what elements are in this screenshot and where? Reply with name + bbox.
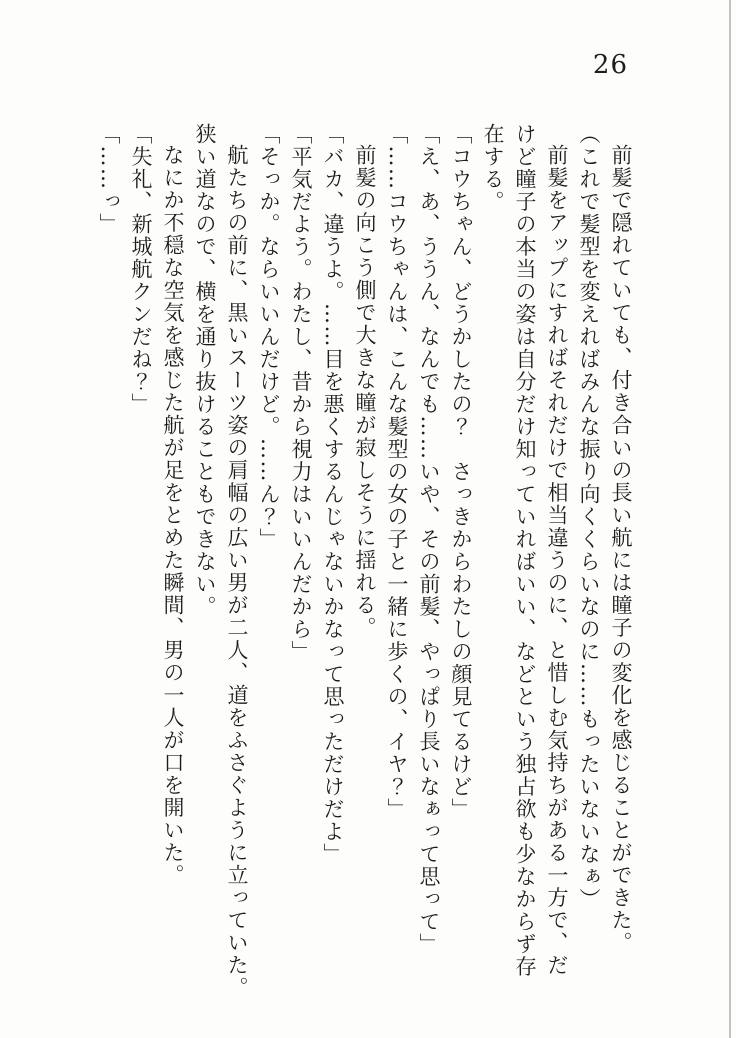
text-column: 前髪をアップにすればそれだけで相当違うのに、と惜しむ気持ちがある一方で、だ	[545, 144, 569, 977]
text-column: 「失礼、新城航クンだね？」	[129, 123, 153, 416]
text-column: 「……コウちゃんは、こんな髪型の女の子と一緒に歩くの、イヤ？」	[385, 123, 409, 821]
text-column: 「バカ、違うよ。……目を悪くするんじゃないかなって思っただけだよ」	[321, 123, 345, 866]
text-column: 前髪の向こう側で大きな瞳が寂しそうに揺れる。	[353, 144, 377, 639]
text-column: なにか不穏な空気を感じた航が足をとめた瞬間、男の一人が口を開いた。	[161, 144, 185, 887]
text-column: 「……っ」	[97, 123, 121, 236]
text-column: 「そっか。ならいいんだけど。……ん？」	[257, 123, 281, 551]
text-column: 「コウちゃん、どうかしたの？ さっきからわたしの顔見てるけど」	[449, 123, 473, 821]
text-column: 前髪で隠れていても、付き合いの長い航には瞳子の変化を感じることができた。	[609, 144, 633, 954]
text-column: 航たちの前に、黒いスーツ姿の肩幅の広い男が二人、道をふさぐように立っていた。	[225, 144, 249, 999]
text-column: 在する。	[481, 123, 505, 213]
text-column: 「平気だよう。わたし、昔から視力はいいんだから」	[289, 123, 313, 663]
text-column: 狭い道なので、横を通り抜けることもできない。	[193, 123, 217, 618]
page-number: 26	[592, 50, 628, 80]
text-columns	[93, 123, 637, 1035]
text-column: 「え、あ、ううん、なんでも……いや、その前髪、やっぱり長いなぁって思って」	[417, 123, 441, 956]
text-column: （これで髪型を変えればみんな振り向くくらいなのに……もったいないなぁ）	[577, 123, 601, 911]
page-edge-line	[729, 0, 731, 1038]
text-column: けど瞳子の本当の姿は自分だけ知っていればいい、などという独占欲も少なからず存	[513, 123, 537, 978]
